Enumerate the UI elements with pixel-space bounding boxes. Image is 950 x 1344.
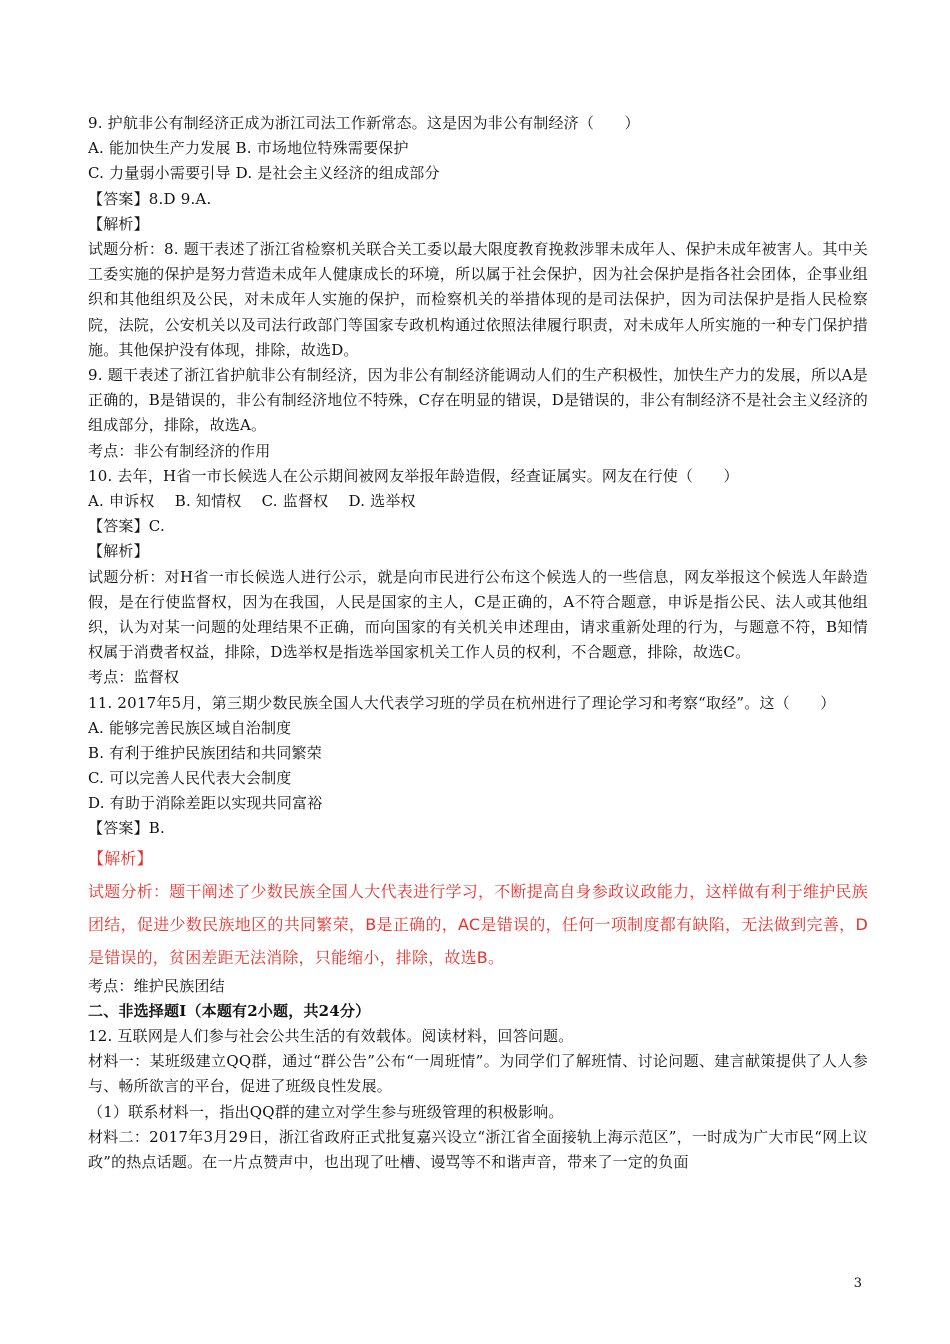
answer-11: 【答案】B.	[88, 819, 165, 838]
page-number: 3	[853, 1276, 862, 1291]
section-heading-2: 二、非选择题Ⅰ（本题有2小题，共24分）	[88, 1001, 371, 1020]
question-9-options-cd: C. 力量弱小需要引导 D. 是社会主义经济的组成部分	[88, 164, 440, 183]
question-12-part-1: （1）联系材料一，指出QQ群的建立对学生参与班级管理的积极影响。	[88, 1102, 564, 1121]
answer-10: 【答案】C.	[88, 517, 165, 536]
question-11-option-c: C. 可以完善人民代表大会制度	[88, 769, 292, 788]
material-2: 材料二：2017年3月29日，浙江省政府正式批复嘉兴设立“浙江省全面接轨上海示范区”，一时成为广大市民“网上议政”的热点话题。在一片点赞声中，也出现了吐槽、谩骂等不和谐声音，带来了一定的负面	[88, 1127, 868, 1171]
analysis-9: 9. 题干表述了浙江省护航非公有制经济，因为非公有制经济能调动人们的生产积极性，加快生产力的发展，所以A是正确的，B是错误的，非公有制经济地位不特殊，C存在明显的错误，D是错误的，非公有制经济不是社会主义经济的组成部分，排除，故选A。	[88, 365, 868, 435]
analysis-10: 试题分析：对H省一市长候选人进行公示，就是向市民进行公布这个候选人的一些信息，网友举报这个候选人年龄造假，是在行使监督权，因为在我国，人民是国家的主人，C是正确的，A不符合题意，申诉是指公民、法人或其他组织，认为对某一问题的处理结果不正确，而向国家的有关机关申述理由，请求重新处理的行为，与题意不符，B知情权属于消费者权益，排除，D选举权是指选举国家机关工作人员的权利，不合题意，排除，故选C。	[88, 567, 868, 662]
knowledge-point-10: 考点：监督权	[88, 668, 180, 687]
question-12-stem: 12. 互联网是人们参与社会公共生活的有效载体。阅读材料，回答问题。	[88, 1027, 574, 1046]
question-11-option-d: D. 有助于消除差距以实现共同富裕	[88, 794, 323, 813]
question-11-option-a: A. 能够完善民族区域自治制度	[88, 718, 292, 737]
question-11-stem: 11. 2017年5月，第三期少数民族全国人大代表学习班的学员在杭州进行了理论学习和考察“取经”。这（ ）	[88, 693, 836, 712]
knowledge-point-11: 考点：维护民族团结	[88, 976, 225, 995]
question-10-options: A. 申诉权 B. 知情权 C. 监督权 D. 选举权	[88, 491, 416, 510]
answer-8-9: 【答案】8.D 9.A.	[88, 189, 212, 208]
question-9-options-ab: A. 能加快生产力发展 B. 市场地位特殊需要保护	[88, 139, 409, 158]
knowledge-point-9: 考点：非公有制经济的作用	[88, 441, 271, 460]
analysis-8: 试题分析：8. 题干表述了浙江省检察机关联合关工委以最大限度教育挽救涉罪未成年人、保护未成年被害人。其中关工委实施的保护是努力营造未成年人健康成长的环境，所以属于社会保护，因为社会保护是指各社会团体，企事业组织和其他组织及公民，对未成年人实施的保护，而检察机关的举措体现的是司法保护，因为司法保护是指人民检察院，法院，公安机关以及司法行政部门等国家专政机构通过依照法律履行职责，对未成年人所实施的一种专门保护措施。其他保护没有体现，排除，故选D。	[88, 239, 868, 359]
question-9-stem: 9. 护航非公有制经济正成为浙江司法工作新常态。这是因为非公有制经济（ ）	[88, 114, 640, 132]
question-11-option-b: B. 有利于维护民族团结和共同繁荣	[88, 743, 322, 762]
material-1: 材料一：某班级建立QQ群，通过“群公告”公布“一周班情”。为同学们了解班情、讨论问题、建言献策提供了人人参与、畅所欲言的平台，促进了班级良性发展。	[88, 1052, 868, 1096]
analysis-heading-11: 【解析】	[88, 848, 153, 868]
page-body	[88, 111, 868, 1175]
analysis-11: 试题分析：题干阐述了少数民族全国人大代表进行学习，不断提高自身参政议政能力，这样做有利于维护民族团结，促进少数民族地区的共同繁荣，B是正确的，AC是错误的，任何一项制度都有缺陷，无法做到完善，D是错误的，贫困差距无法消除，只能缩小，排除，故选B。	[88, 881, 868, 967]
question-10-stem: 10. 去年，H省一市长候选人在公示期间被网友举报年龄造假，经查证属实。网友在行使（ ）	[88, 466, 739, 485]
analysis-heading-8-9: 【解析】	[88, 214, 149, 233]
analysis-heading-10: 【解析】	[88, 542, 149, 561]
